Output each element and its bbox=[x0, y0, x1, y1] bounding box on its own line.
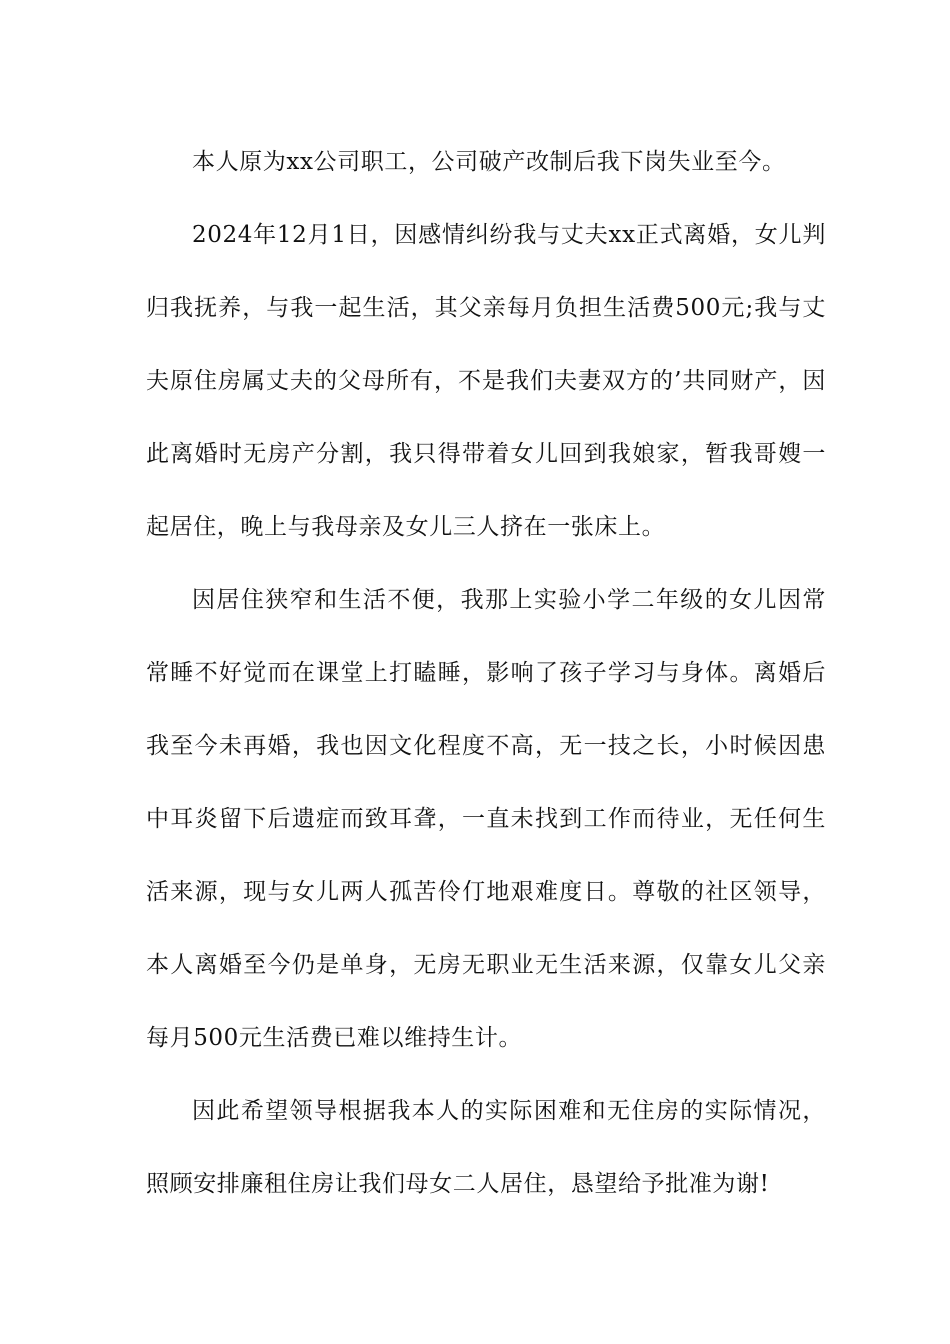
paragraph-hardship: 因居住狭窄和生活不便，我那上实验小学二年级的女儿因常常睡不好觉而在课堂上打瞌睡，影响了孩子学习与身体。离婚后我至今未再婚，我也因文化程度不高，无一技之长，小时候因患中耳炎留下后遗症而致耳聋，一直未找到工作而待业，无任何生活来源，现与女儿两人孤苦伶仃地艰难度日。尊敬的社区领导，本人离婚至今仍是单身，无房无职业无生活来源，仅靠女儿父亲每月500元生活费已难以维持生计。 bbox=[146, 587, 826, 1051]
paragraph-employment: 本人原为xx公司职工，公司破产改制后我下岗失业至今。 bbox=[192, 149, 786, 175]
paragraph-divorce: 2024年12月1日，因感情纠纷我与丈夫xx正式离婚，女儿判归我抚养，与我一起生活，其父亲每月负担生活费500元;我与丈夫原住房属丈夫的父母所有，不是我们夫妻双方的’共同财产，因此离婚时无房产分割，我只得带着女儿回到我娘家，暂我哥嫂一起居住，晚上与我母亲及女儿三人挤在一张床上。 bbox=[146, 222, 826, 540]
document-body bbox=[146, 126, 826, 1221]
paragraph-request: 因此希望领导根据我本人的实际困难和无住房的实际情况，照顾安排廉租住房让我们母女二人居住，恳望给予批准为谢! bbox=[146, 1098, 826, 1197]
